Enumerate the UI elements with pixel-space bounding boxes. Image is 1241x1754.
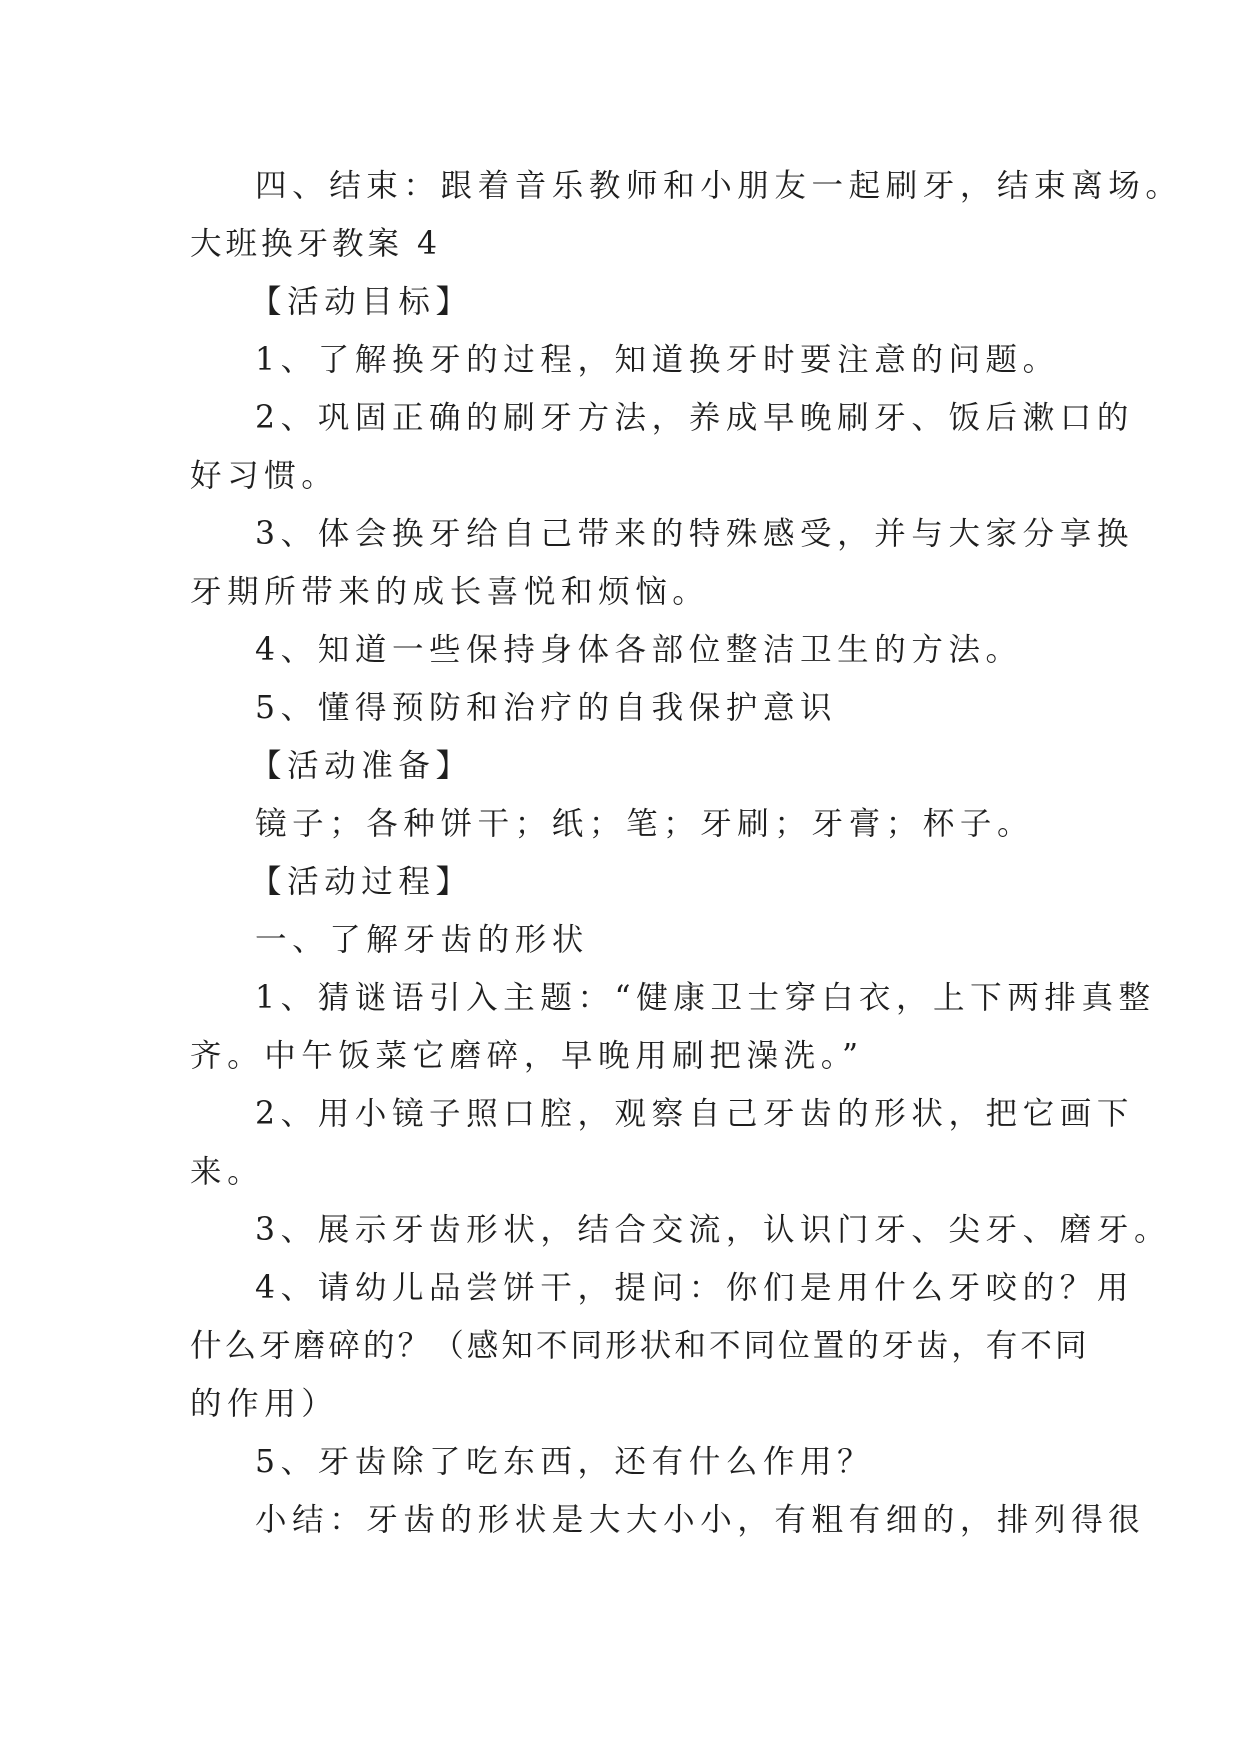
paragraph-line: 小结：牙齿的形状是大大小小，有粗有细的，排列得很 (255, 1502, 1146, 1538)
paragraph-line: 一、了解牙齿的形状 (255, 922, 589, 958)
paragraph-line: 5、懂得预防和治疗的自我保护意识 (255, 690, 838, 726)
heading-activity-process: 【活动过程】 (250, 864, 473, 900)
paragraph-line: 镜子；各种饼干；纸；笔；牙刷；牙膏；杯子。 (255, 806, 1035, 842)
document-body (190, 157, 1183, 1549)
paragraph-line: 2、巩固正确的刷牙方法，养成早晚刷牙、饭后漱口的 (255, 400, 1134, 436)
paragraph-line: 4、请幼儿品尝饼干，提问：你们是用什么牙咬的？用 (255, 1270, 1134, 1306)
paragraph-line: 牙期所带来的成长喜悦和烦恼。 (190, 574, 710, 610)
paragraph-line: 5、牙齿除了吃东西，还有什么作用？ (255, 1444, 875, 1480)
heading-activity-goals: 【活动目标】 (250, 284, 473, 320)
paragraph-line: 来。 (190, 1154, 265, 1190)
paragraph-line: 1、了解换牙的过程，知道换牙时要注意的问题。 (255, 342, 1060, 378)
paragraph-line: 齐。中午饭菜它磨碎，早晚用刷把澡洗。” (190, 1038, 864, 1074)
paragraph-line: 的作用） (190, 1386, 339, 1422)
section-title: 大班换牙教案 4 (190, 226, 442, 262)
paragraph-line: 2、用小镜子照口腔，观察自己牙齿的形状，把它画下 (255, 1096, 1134, 1132)
paragraph-line: 3、展示牙齿形状，结合交流，认识门牙、尖牙、磨牙。 (255, 1212, 1172, 1248)
paragraph-line: 什么牙磨碎的？（感知不同形状和不同位置的牙齿，有不同 (190, 1328, 1090, 1364)
paragraph-line: 好习惯。 (190, 458, 339, 494)
paragraph-line: 1、猜谜语引入主题：“健康卫士穿白衣，上下两排真整 (255, 980, 1156, 1016)
paragraph-line: 4、知道一些保持身体各部位整洁卫生的方法。 (255, 632, 1023, 668)
heading-activity-preparation: 【活动准备】 (250, 748, 473, 784)
paragraph-line: 四、结束：跟着音乐教师和小朋友一起刷牙，结束离场。 (255, 168, 1183, 204)
paragraph-line: 3、体会换牙给自己带来的特殊感受，并与大家分享换 (255, 516, 1134, 552)
